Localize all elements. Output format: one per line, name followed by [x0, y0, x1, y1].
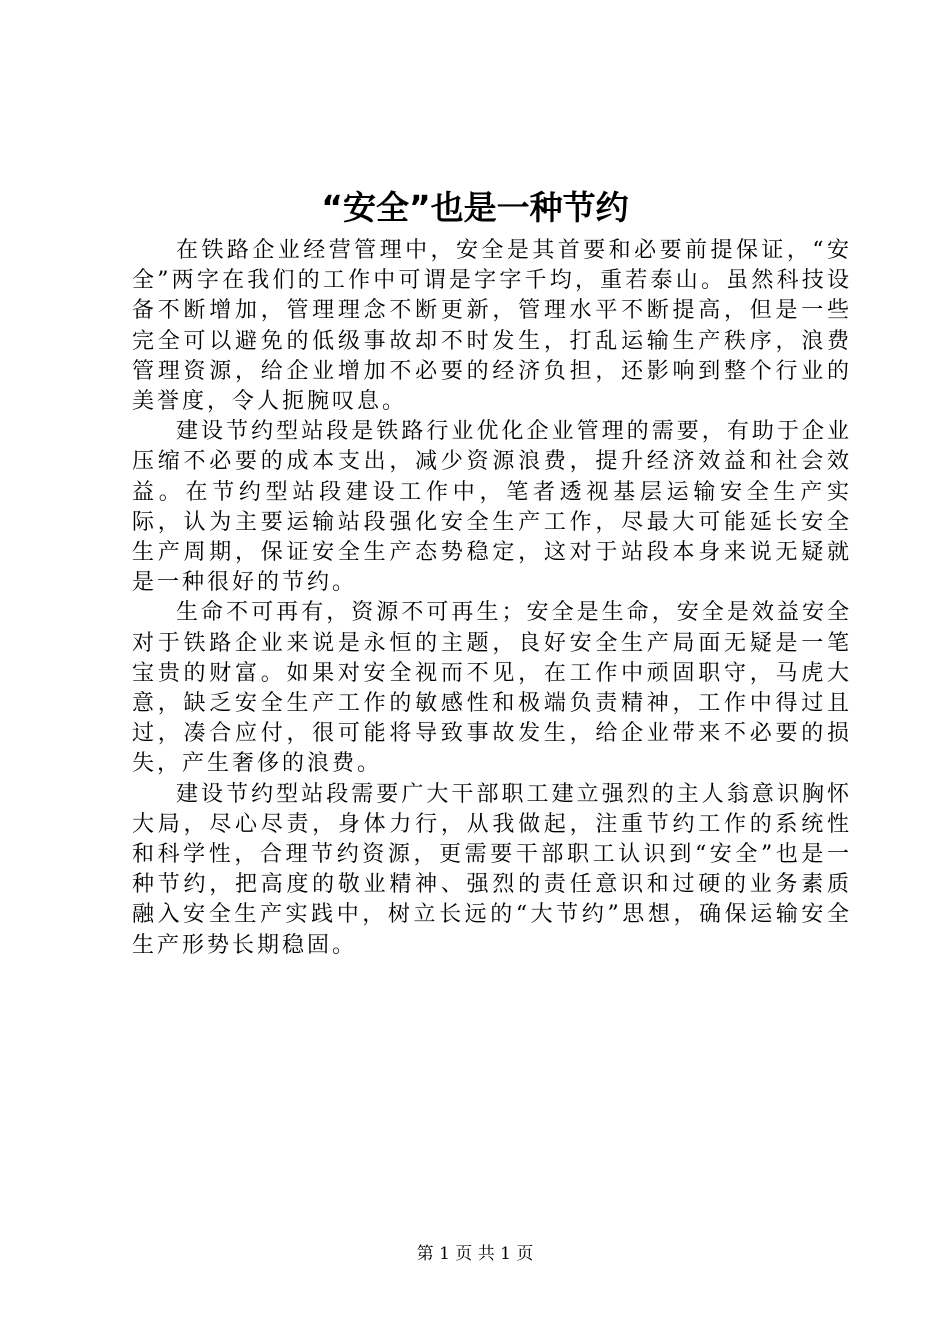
paragraph-4: 建设节约型站段需要广大干部职工建立强烈的主人翁意识胸怀大局，尽心尽责，身体力行，从我做起，注重节约工作的系统性和科学性，合理节约资源，更需要干部职工认识到“安全”也是一种节约，把高度的敬业精神、强烈的责任意识和过硬的业务素质融入安全生产实践中，树立长远的“大节约”思想，确保运输安全生产形势长期稳固。: [132, 781, 852, 958]
paragraph-2: 建设节约型站段是铁路行业优化企业管理的需要，有助于企业压缩不必要的成本支出，减少资源浪费，提升经济效益和社会效益。在节约型站段建设工作中，笔者透视基层运输安全生产实际，认为主要运输站段强化安全生产工作，尽最大可能延长安全生产周期，保证安全生产态势稳定，这对于站段本身来说无疑就是一种很好的节约。: [132, 419, 852, 596]
document-title: “安全”也是一种节约: [321, 188, 629, 227]
document-body: [132, 236, 852, 961]
paragraph-3: 生命不可再有，资源不可再生；安全是生命，安全是效益安全对于铁路企业来说是永恒的主题，良好安全生产局面无疑是一笔宝贵的财富。如果对安全视而不见，在工作中顽固职守，马虎大意，缺乏安全生产工作的敏感性和极端负责精神，工作中得过且过，凑合应付，很可能将导致事故发生，给企业带来不必要的损失，产生奢侈的浪费。: [132, 600, 852, 777]
page-number-footer: 第 1 页 共 1 页: [416, 1244, 534, 1264]
paragraph-1: 在铁路企业经营管理中，安全是其首要和必要前提保证，“安全”两字在我们的工作中可谓是字字千均，重若泰山。虽然科技设备不断增加，管理理念不断更新，管理水平不断提高，但是一些完全可以避免的低级事故却不时发生，打乱运输生产秩序，浪费管理资源，给企业增加不必要的经济负担，还影响到整个行业的美誉度，令人扼腕叹息。: [132, 238, 852, 415]
